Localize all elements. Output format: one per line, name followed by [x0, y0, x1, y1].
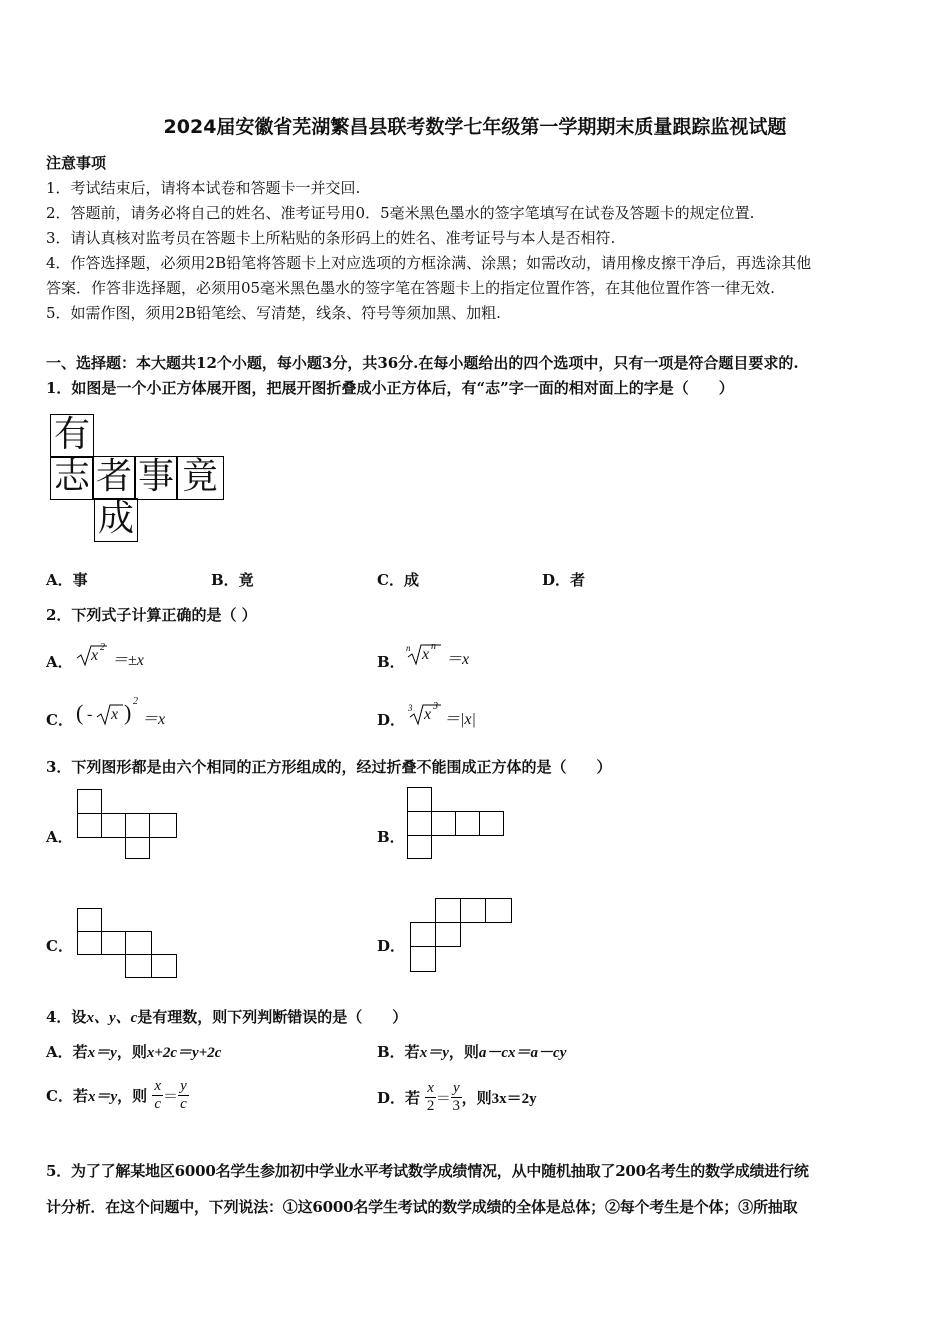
- condition: x＝y: [419, 1045, 449, 1061]
- rhs: ＝|x|: [444, 711, 476, 728]
- notice-item: 4．作答选择题，必须用2B铅笔将答题卡上对应选项的方框涂满、涂黑；如需改动，请用橡皮擦干净后，再选涂其他: [46, 254, 812, 272]
- notice-item: 5．如需作图，须用2B铅笔绘、写清楚，线条、符号等须加黑、加粗.: [46, 304, 501, 322]
- exponent: 2: [133, 696, 138, 707]
- rhs: ＝x: [142, 711, 166, 728]
- net-cell: 事: [134, 456, 178, 500]
- question-5-line: 计分析．在这个问题中，下列说法：①这6000名学生考试的数学成绩的全体是总体；②每个考生是个体；③所抽取: [46, 1198, 798, 1216]
- notice-item: 1．考试结束后，请将本试卷和答题卡一并交回.: [46, 179, 361, 197]
- root-index: 3: [408, 703, 413, 713]
- option-label: C．若: [46, 1087, 88, 1105]
- stem-suffix: 是有理数，则下列判断错误的是（ ）: [137, 1008, 408, 1026]
- option-c-label: C．: [46, 937, 73, 955]
- net-cell: 志: [50, 456, 94, 500]
- radicand: x: [111, 706, 119, 723]
- radical-sign: [96, 703, 124, 727]
- notice-heading: 注意事项: [46, 154, 107, 172]
- option-c-label: C．: [46, 711, 73, 729]
- option-c: C．成: [377, 571, 419, 589]
- paren-left: (: [76, 700, 84, 725]
- notice-item: 3．请认真核对监考员在答题卡上所粘贴的条形码上的姓名、准考证号与本人是否相符.: [46, 229, 616, 247]
- question-3-stem: 3．下列图形都是由六个相同的正方形组成的，经过折叠不能围成正方体的是（ ）: [46, 758, 612, 776]
- radicand: x: [422, 646, 430, 663]
- fraction-right: [451, 1080, 462, 1115]
- connector: ，则: [117, 1087, 148, 1105]
- net-cell: 者: [92, 456, 136, 500]
- question-5-line: 5．为了了解某地区6000名学生参加初中学业水平考试数学成绩情况，从中随机抽取了200名考生的数学成绩进行统: [46, 1162, 809, 1180]
- condition: x＝y: [87, 1089, 118, 1105]
- numerator: x: [154, 1078, 162, 1094]
- net-cell: 有: [50, 414, 94, 458]
- q4-option-a: [46, 1041, 221, 1062]
- denominator: 3: [452, 1098, 461, 1114]
- net-cell: 成: [94, 498, 138, 542]
- question-1-stem: 1．如图是一个小正方体展开图，把展开图折叠成小正方体后，有“志”字一面的相对面上的字是（ ）: [46, 379, 734, 397]
- option-a-label: A．: [46, 828, 73, 846]
- q4-option-d: [377, 1080, 537, 1115]
- option-label: D．若: [377, 1089, 421, 1107]
- paren-right: ): [124, 700, 132, 725]
- root-index: n: [406, 643, 411, 653]
- connector: ，则: [461, 1089, 492, 1107]
- option-label: A．若: [46, 1043, 88, 1061]
- denominator: c: [154, 1096, 162, 1112]
- exponent: n: [431, 641, 436, 652]
- option-b-label: B．: [377, 828, 405, 846]
- notice-item: 2．答题前，请务必将自己的姓名、准考证号用0．5毫米黑色墨水的签字笔填写在试卷及答题卡的规定位置.: [46, 204, 755, 222]
- stem-variables: x、y、c: [86, 1010, 138, 1026]
- page-title: 2024届安徽省芜湖繁昌县联考数学七年级第一学期期末质量跟踪监视试题: [163, 116, 787, 138]
- result: x+2c＝y+2c: [146, 1045, 222, 1061]
- connector: ，则: [116, 1043, 147, 1061]
- q4-option-c: [46, 1078, 189, 1113]
- result: a－cx＝a－cy: [478, 1045, 567, 1061]
- net-cell: 竟: [176, 456, 224, 500]
- option-b-label: B．: [377, 653, 405, 671]
- option-label: B．若: [377, 1043, 420, 1061]
- equals: ＝: [163, 1087, 179, 1105]
- option-d: D．者: [542, 571, 586, 589]
- option-a: A．事: [46, 571, 88, 589]
- minus-sign: -: [87, 706, 93, 723]
- condition: x＝y: [87, 1045, 117, 1061]
- option-d-label: D．: [377, 711, 406, 729]
- question-4-stem: [46, 1006, 407, 1027]
- rhs: ＝±x: [112, 652, 144, 669]
- rhs: ＝x: [446, 651, 470, 668]
- stem-prefix: 4．设: [46, 1008, 87, 1026]
- q4-option-b: [377, 1041, 566, 1062]
- result: 3x＝2y: [491, 1091, 537, 1107]
- fraction-left: [152, 1078, 163, 1113]
- option-a-label: A．: [46, 653, 73, 671]
- equals: ＝: [435, 1089, 451, 1107]
- fraction-right: [178, 1078, 189, 1113]
- radicand: x: [424, 706, 432, 723]
- numerator: x: [427, 1080, 434, 1096]
- denominator: 2: [426, 1098, 435, 1114]
- numerator: y: [452, 1080, 460, 1096]
- exponent: 3: [433, 701, 438, 712]
- option-b: B．竟: [211, 571, 254, 589]
- exponent: 2: [100, 642, 105, 653]
- denominator: c: [180, 1096, 187, 1112]
- notice-item: 答案．作答非选择题，必须用05毫米黑色墨水的签字笔在答题卡上的指定位置作答，在其他位置作答一律无效.: [46, 279, 775, 297]
- fraction-left: [425, 1080, 436, 1115]
- option-d-label: D．: [377, 937, 406, 955]
- connector: ，则: [448, 1043, 479, 1061]
- question-2-stem: 2．下列式子计算正确的是（ ）: [46, 606, 257, 624]
- radicand: x: [91, 647, 99, 664]
- section-heading: 一、选择题：本大题共12个小题，每小题3分，共36分.在每小题给出的四个选项中，只有一项是符合题目要求的.: [46, 354, 799, 372]
- numerator: y: [180, 1078, 187, 1094]
